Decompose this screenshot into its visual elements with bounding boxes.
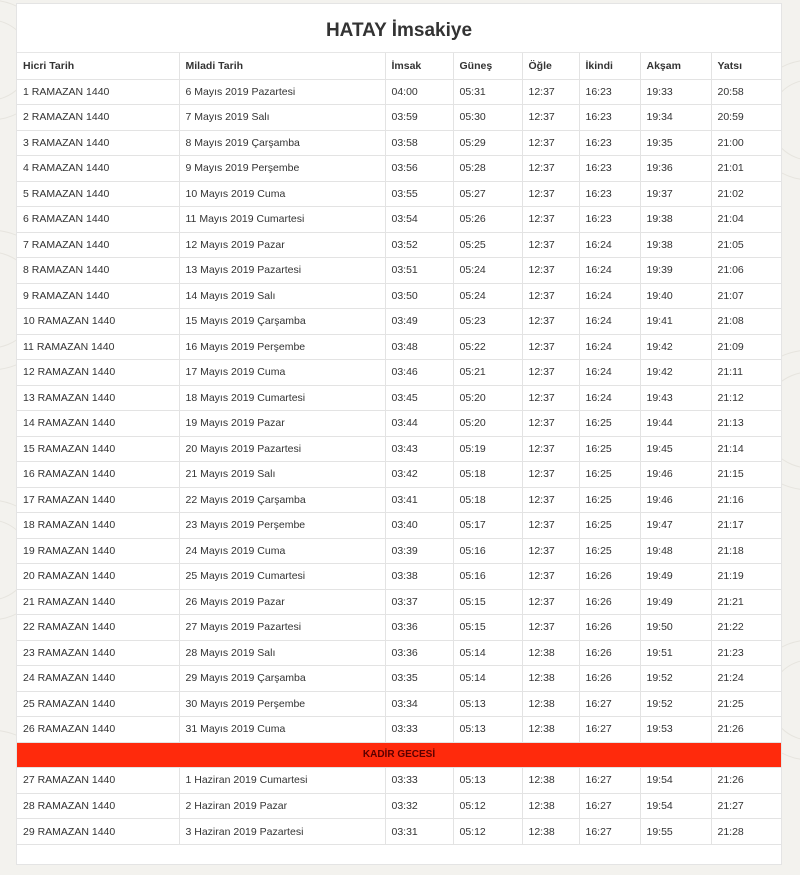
aksam-cell: 19:53 xyxy=(640,717,711,743)
gunes-cell: 05:22 xyxy=(453,334,522,360)
ogle-cell: 12:37 xyxy=(522,156,579,182)
ogle-cell: 12:38 xyxy=(522,691,579,717)
miladi-tarih-cell: 25 Mayıs 2019 Cumartesi xyxy=(179,564,385,590)
imsak-cell: 03:46 xyxy=(385,360,453,386)
hicri-tarih-cell: 21 RAMAZAN 1440 xyxy=(17,589,179,615)
header-yatsi: Yatsı xyxy=(717,59,743,72)
ogle-cell: 12:37 xyxy=(522,589,579,615)
gunes-cell: 05:23 xyxy=(453,309,522,335)
aksam-cell: 19:43 xyxy=(640,385,711,411)
yatsi-cell: 20:59 xyxy=(711,105,781,131)
imsak-cell: 03:49 xyxy=(385,309,453,335)
table-row xyxy=(17,79,781,105)
table-footer-space xyxy=(17,844,781,875)
miladi-tarih-cell: 8 Mayıs 2019 Çarşamba xyxy=(179,130,385,156)
table-row xyxy=(17,538,781,564)
header-ikindi: İkindi xyxy=(579,53,640,79)
ikindi-cell: 16:23 xyxy=(579,105,640,131)
ikindi-cell: 16:23 xyxy=(579,130,640,156)
header-imsak: İmsak xyxy=(385,53,453,79)
yatsi-cell: 21:12 xyxy=(711,385,781,411)
imsak-cell: 03:54 xyxy=(385,207,453,233)
yatsi-cell: 21:09 xyxy=(711,334,781,360)
ogle-cell: 12:37 xyxy=(522,334,579,360)
header-miladi-tarih: Miladi Tarih xyxy=(179,53,385,79)
miladi-tarih-cell: 26 Mayıs 2019 Pazar xyxy=(179,589,385,615)
miladi-tarih-cell: 17 Mayıs 2019 Cuma xyxy=(179,360,385,386)
hicri-tarih-cell: 1 RAMAZAN 1440 xyxy=(17,79,179,105)
imsak-cell: 04:00 xyxy=(385,79,453,105)
gunes-cell: 05:13 xyxy=(453,768,522,794)
yatsi-cell: 21:14 xyxy=(711,436,781,462)
table-row xyxy=(17,564,781,590)
table-row xyxy=(17,130,781,156)
hicri-tarih-cell: 18 RAMAZAN 1440 xyxy=(17,513,179,539)
aksam-cell: 19:39 xyxy=(640,258,711,284)
aksam-cell: 19:36 xyxy=(640,156,711,182)
yatsi-cell: 21:27 xyxy=(711,793,781,819)
miladi-tarih-cell: 9 Mayıs 2019 Perşembe xyxy=(179,156,385,182)
yatsi-cell: 21:25 xyxy=(711,691,781,717)
hicri-tarih-cell: 8 RAMAZAN 1440 xyxy=(17,258,179,284)
yatsi-cell: 21:04 xyxy=(711,207,781,233)
miladi-tarih-cell: 20 Mayıs 2019 Pazartesi xyxy=(179,436,385,462)
ikindi-cell: 16:27 xyxy=(579,819,640,845)
table-row xyxy=(17,768,781,794)
ogle-cell: 12:37 xyxy=(522,564,579,590)
imsak-cell: 03:50 xyxy=(385,283,453,309)
aksam-cell: 19:49 xyxy=(640,589,711,615)
table-body xyxy=(17,79,781,844)
table-row xyxy=(17,105,781,131)
ogle-cell: 12:37 xyxy=(522,105,579,131)
miladi-tarih-cell: 27 Mayıs 2019 Pazartesi xyxy=(179,615,385,641)
yatsi-cell: 21:17 xyxy=(711,513,781,539)
ikindi-cell: 16:25 xyxy=(579,487,640,513)
miladi-tarih-cell: 10 Mayıs 2019 Cuma xyxy=(179,181,385,207)
aksam-cell: 19:34 xyxy=(640,105,711,131)
ogle-cell: 12:37 xyxy=(522,207,579,233)
table-row xyxy=(17,615,781,641)
ikindi-cell: 16:23 xyxy=(579,207,640,233)
hicri-tarih-cell: 16 RAMAZAN 1440 xyxy=(17,462,179,488)
hicri-tarih-cell: 11 RAMAZAN 1440 xyxy=(17,334,179,360)
ogle-cell: 12:37 xyxy=(522,615,579,641)
miladi-tarih-cell: 13 Mayıs 2019 Pazartesi xyxy=(179,258,385,284)
imsak-cell: 03:45 xyxy=(385,385,453,411)
imsak-cell: 03:31 xyxy=(385,819,453,845)
ikindi-cell: 16:26 xyxy=(579,615,640,641)
gunes-cell: 05:19 xyxy=(453,436,522,462)
imsak-cell: 03:59 xyxy=(385,105,453,131)
miladi-tarih-cell: 1 Haziran 2019 Cumartesi xyxy=(179,768,385,794)
imsak-cell: 03:42 xyxy=(385,462,453,488)
header-ogle: Öğle xyxy=(522,53,579,79)
hicri-tarih-cell: 14 RAMAZAN 1440 xyxy=(17,411,179,437)
table-row xyxy=(17,309,781,335)
yatsi-cell: 21:01 xyxy=(711,156,781,182)
ikindi-cell: 16:26 xyxy=(579,564,640,590)
miladi-tarih-cell: 21 Mayıs 2019 Salı xyxy=(179,462,385,488)
gunes-cell: 05:26 xyxy=(453,207,522,233)
table-row xyxy=(17,513,781,539)
miladi-tarih-cell: 16 Mayıs 2019 Perşembe xyxy=(179,334,385,360)
miladi-tarih-cell: 28 Mayıs 2019 Salı xyxy=(179,640,385,666)
miladi-tarih-cell: 18 Mayıs 2019 Cumartesi xyxy=(179,385,385,411)
ogle-cell: 12:37 xyxy=(522,130,579,156)
ikindi-cell: 16:24 xyxy=(579,334,640,360)
gunes-cell: 05:14 xyxy=(453,640,522,666)
imsak-cell: 03:52 xyxy=(385,232,453,258)
ogle-cell: 12:37 xyxy=(522,411,579,437)
gunes-cell: 05:18 xyxy=(453,462,522,488)
ikindi-cell: 16:26 xyxy=(579,640,640,666)
table-row xyxy=(17,283,781,309)
table-row xyxy=(17,258,781,284)
imsak-cell: 03:33 xyxy=(385,768,453,794)
miladi-tarih-cell: 31 Mayıs 2019 Cuma xyxy=(179,717,385,743)
table-row xyxy=(17,589,781,615)
ikindi-cell: 16:26 xyxy=(579,666,640,692)
hicri-tarih-cell: 26 RAMAZAN 1440 xyxy=(17,717,179,743)
header-gunes: Güneş xyxy=(453,53,522,79)
ogle-cell: 12:37 xyxy=(522,462,579,488)
ogle-cell: 12:37 xyxy=(522,258,579,284)
kadir-gecesi-row xyxy=(17,742,781,768)
imsak-cell: 03:39 xyxy=(385,538,453,564)
yatsi-cell: 21:22 xyxy=(711,615,781,641)
hicri-tarih-cell: 15 RAMAZAN 1440 xyxy=(17,436,179,462)
imsakiye-table xyxy=(17,53,781,844)
yatsi-cell: 21:21 xyxy=(711,589,781,615)
miladi-tarih-cell: 19 Mayıs 2019 Pazar xyxy=(179,411,385,437)
ogle-cell: 12:37 xyxy=(522,181,579,207)
ikindi-cell: 16:26 xyxy=(579,589,640,615)
table-row xyxy=(17,207,781,233)
ikindi-cell: 16:27 xyxy=(579,793,640,819)
gunes-cell: 05:31 xyxy=(453,79,522,105)
table-row xyxy=(17,334,781,360)
imsak-cell: 03:43 xyxy=(385,436,453,462)
miladi-tarih-cell: 6 Mayıs 2019 Pazartesi xyxy=(179,79,385,105)
hicri-tarih-cell: 5 RAMAZAN 1440 xyxy=(17,181,179,207)
ikindi-cell: 16:25 xyxy=(579,462,640,488)
miladi-tarih-cell: 2 Haziran 2019 Pazar xyxy=(179,793,385,819)
aksam-cell: 19:38 xyxy=(640,207,711,233)
yatsi-cell: 21:11 xyxy=(711,360,781,386)
aksam-cell: 19:46 xyxy=(640,462,711,488)
hicri-tarih-cell: 17 RAMAZAN 1440 xyxy=(17,487,179,513)
ogle-cell: 12:37 xyxy=(522,436,579,462)
imsak-cell: 03:36 xyxy=(385,640,453,666)
yatsi-cell: 21:02 xyxy=(711,181,781,207)
ogle-cell: 12:38 xyxy=(522,717,579,743)
aksam-cell: 19:42 xyxy=(640,334,711,360)
ogle-cell: 12:37 xyxy=(522,79,579,105)
yatsi-cell: 21:13 xyxy=(711,411,781,437)
ikindi-cell: 16:23 xyxy=(579,156,640,182)
aksam-cell: 19:51 xyxy=(640,640,711,666)
ikindi-cell: 16:25 xyxy=(579,436,640,462)
ogle-cell: 12:37 xyxy=(522,283,579,309)
header-hicri-tarih: Hicri Tarih xyxy=(17,53,179,79)
yatsi-cell: 21:15 xyxy=(711,462,781,488)
imsak-cell: 03:35 xyxy=(385,666,453,692)
yatsi-cell: 21:23 xyxy=(711,640,781,666)
miladi-tarih-cell: 24 Mayıs 2019 Cuma xyxy=(179,538,385,564)
aksam-cell: 19:46 xyxy=(640,487,711,513)
table-row xyxy=(17,232,781,258)
gunes-cell: 05:20 xyxy=(453,385,522,411)
aksam-cell: 19:35 xyxy=(640,130,711,156)
ogle-cell: 12:37 xyxy=(522,385,579,411)
ogle-cell: 12:37 xyxy=(522,513,579,539)
hicri-tarih-cell: 7 RAMAZAN 1440 xyxy=(17,232,179,258)
ikindi-cell: 16:25 xyxy=(579,538,640,564)
imsak-cell: 03:51 xyxy=(385,258,453,284)
gunes-cell: 05:17 xyxy=(453,513,522,539)
imsak-cell: 03:40 xyxy=(385,513,453,539)
hicri-tarih-cell: 10 RAMAZAN 1440 xyxy=(17,309,179,335)
yatsi-cell: 21:19 xyxy=(711,564,781,590)
imsak-cell: 03:32 xyxy=(385,793,453,819)
hicri-tarih-cell: 28 RAMAZAN 1440 xyxy=(17,793,179,819)
gunes-cell: 05:12 xyxy=(453,819,522,845)
miladi-tarih-cell: 15 Mayıs 2019 Çarşamba xyxy=(179,309,385,335)
gunes-cell: 05:15 xyxy=(453,615,522,641)
yatsi-cell: 21:24 xyxy=(711,666,781,692)
ikindi-cell: 16:27 xyxy=(579,691,640,717)
ogle-cell: 12:38 xyxy=(522,666,579,692)
gunes-cell: 05:16 xyxy=(453,538,522,564)
table-header-row xyxy=(17,53,781,79)
gunes-cell: 05:24 xyxy=(453,283,522,309)
ogle-cell: 12:38 xyxy=(522,640,579,666)
imsak-cell: 03:33 xyxy=(385,717,453,743)
yatsi-cell: 21:26 xyxy=(711,768,781,794)
hicri-tarih-cell: 24 RAMAZAN 1440 xyxy=(17,666,179,692)
ikindi-cell: 16:24 xyxy=(579,232,640,258)
aksam-cell: 19:52 xyxy=(640,666,711,692)
ikindi-cell: 16:27 xyxy=(579,768,640,794)
aksam-cell: 19:54 xyxy=(640,768,711,794)
yatsi-cell: 20:58 xyxy=(711,79,781,105)
hicri-tarih-cell: 9 RAMAZAN 1440 xyxy=(17,283,179,309)
miladi-tarih-cell: 3 Haziran 2019 Pazartesi xyxy=(179,819,385,845)
imsak-cell: 03:55 xyxy=(385,181,453,207)
table-row xyxy=(17,691,781,717)
miladi-tarih-cell: 29 Mayıs 2019 Çarşamba xyxy=(179,666,385,692)
table-row xyxy=(17,360,781,386)
ogle-cell: 12:38 xyxy=(522,819,579,845)
page-title: HATAY İmsakiye xyxy=(17,4,781,53)
aksam-cell: 19:45 xyxy=(640,436,711,462)
yatsi-cell: 21:26 xyxy=(711,717,781,743)
yatsi-cell: 21:07 xyxy=(711,283,781,309)
aksam-cell: 19:52 xyxy=(640,691,711,717)
hicri-tarih-cell: 22 RAMAZAN 1440 xyxy=(17,615,179,641)
ogle-cell: 12:37 xyxy=(522,232,579,258)
table-row xyxy=(17,156,781,182)
aksam-cell: 19:48 xyxy=(640,538,711,564)
table-row xyxy=(17,487,781,513)
gunes-cell: 05:13 xyxy=(453,691,522,717)
gunes-cell: 05:30 xyxy=(453,105,522,131)
miladi-tarih-cell: 22 Mayıs 2019 Çarşamba xyxy=(179,487,385,513)
hicri-tarih-cell: 20 RAMAZAN 1440 xyxy=(17,564,179,590)
aksam-cell: 19:47 xyxy=(640,513,711,539)
yatsi-cell: 21:08 xyxy=(711,309,781,335)
aksam-cell: 19:41 xyxy=(640,309,711,335)
aksam-cell: 19:55 xyxy=(640,819,711,845)
gunes-cell: 05:20 xyxy=(453,411,522,437)
ogle-cell: 12:37 xyxy=(522,309,579,335)
ikindi-cell: 16:24 xyxy=(579,385,640,411)
yatsi-cell: 21:16 xyxy=(711,487,781,513)
hicri-tarih-cell: 23 RAMAZAN 1440 xyxy=(17,640,179,666)
yatsi-cell: 21:05 xyxy=(711,232,781,258)
table-row xyxy=(17,666,781,692)
gunes-cell: 05:28 xyxy=(453,156,522,182)
gunes-cell: 05:15 xyxy=(453,589,522,615)
imsak-cell: 03:41 xyxy=(385,487,453,513)
table-row xyxy=(17,793,781,819)
ogle-cell: 12:37 xyxy=(522,487,579,513)
hicri-tarih-cell: 12 RAMAZAN 1440 xyxy=(17,360,179,386)
hicri-tarih-cell: 4 RAMAZAN 1440 xyxy=(17,156,179,182)
hicri-tarih-cell: 29 RAMAZAN 1440 xyxy=(17,819,179,845)
hicri-tarih-cell: 19 RAMAZAN 1440 xyxy=(17,538,179,564)
ikindi-cell: 16:25 xyxy=(579,411,640,437)
imsak-cell: 03:44 xyxy=(385,411,453,437)
header-aksam: Akşam xyxy=(640,53,711,79)
ogle-cell: 12:38 xyxy=(522,768,579,794)
miladi-tarih-cell: 14 Mayıs 2019 Salı xyxy=(179,283,385,309)
aksam-cell: 19:37 xyxy=(640,181,711,207)
gunes-cell: 05:21 xyxy=(453,360,522,386)
imsak-cell: 03:37 xyxy=(385,589,453,615)
aksam-cell: 19:54 xyxy=(640,793,711,819)
hicri-tarih-cell: 25 RAMAZAN 1440 xyxy=(17,691,179,717)
ikindi-cell: 16:25 xyxy=(579,513,640,539)
table-row xyxy=(17,717,781,743)
table-row xyxy=(17,181,781,207)
ogle-cell: 12:37 xyxy=(522,538,579,564)
table-row xyxy=(17,640,781,666)
yatsi-cell: 21:06 xyxy=(711,258,781,284)
gunes-cell: 05:29 xyxy=(453,130,522,156)
imsak-cell: 03:56 xyxy=(385,156,453,182)
imsak-cell: 03:38 xyxy=(385,564,453,590)
gunes-cell: 05:27 xyxy=(453,181,522,207)
imsak-cell: 03:34 xyxy=(385,691,453,717)
aksam-cell: 19:33 xyxy=(640,79,711,105)
aksam-cell: 19:40 xyxy=(640,283,711,309)
miladi-tarih-cell: 23 Mayıs 2019 Perşembe xyxy=(179,513,385,539)
ogle-cell: 12:37 xyxy=(522,360,579,386)
gunes-cell: 05:16 xyxy=(453,564,522,590)
hicri-tarih-cell: 2 RAMAZAN 1440 xyxy=(17,105,179,131)
ikindi-cell: 16:24 xyxy=(579,360,640,386)
gunes-cell: 05:13 xyxy=(453,717,522,743)
miladi-tarih-cell: 30 Mayıs 2019 Perşembe xyxy=(179,691,385,717)
ikindi-cell: 16:24 xyxy=(579,258,640,284)
gunes-cell: 05:12 xyxy=(453,793,522,819)
aksam-cell: 19:49 xyxy=(640,564,711,590)
table-row xyxy=(17,819,781,845)
aksam-cell: 19:42 xyxy=(640,360,711,386)
table-row xyxy=(17,462,781,488)
table-row xyxy=(17,385,781,411)
ikindi-cell: 16:24 xyxy=(579,283,640,309)
ogle-cell: 12:38 xyxy=(522,793,579,819)
yatsi-cell: 21:18 xyxy=(711,538,781,564)
hicri-tarih-cell: 6 RAMAZAN 1440 xyxy=(17,207,179,233)
ikindi-cell: 16:23 xyxy=(579,181,640,207)
miladi-tarih-cell: 11 Mayıs 2019 Cumartesi xyxy=(179,207,385,233)
table-row xyxy=(17,436,781,462)
gunes-cell: 05:24 xyxy=(453,258,522,284)
gunes-cell: 05:18 xyxy=(453,487,522,513)
imsak-cell: 03:36 xyxy=(385,615,453,641)
gunes-cell: 05:14 xyxy=(453,666,522,692)
kadir-gecesi-label: KADİR GECESİ xyxy=(17,742,781,768)
imsak-cell: 03:48 xyxy=(385,334,453,360)
ikindi-cell: 16:24 xyxy=(579,309,640,335)
ikindi-cell: 16:27 xyxy=(579,717,640,743)
imsakiye-card xyxy=(16,3,782,865)
imsak-cell: 03:58 xyxy=(385,130,453,156)
ikindi-cell: 16:23 xyxy=(579,79,640,105)
aksam-cell: 19:44 xyxy=(640,411,711,437)
aksam-cell: 19:38 xyxy=(640,232,711,258)
miladi-tarih-cell: 7 Mayıs 2019 Salı xyxy=(179,105,385,131)
hicri-tarih-cell: 13 RAMAZAN 1440 xyxy=(17,385,179,411)
miladi-tarih-cell: 12 Mayıs 2019 Pazar xyxy=(179,232,385,258)
table-row xyxy=(17,411,781,437)
aksam-cell: 19:50 xyxy=(640,615,711,641)
hicri-tarih-cell: 27 RAMAZAN 1440 xyxy=(17,768,179,794)
gunes-cell: 05:25 xyxy=(453,232,522,258)
yatsi-cell: 21:00 xyxy=(711,130,781,156)
yatsi-cell: 21:28 xyxy=(711,819,781,845)
hicri-tarih-cell: 3 RAMAZAN 1440 xyxy=(17,130,179,156)
